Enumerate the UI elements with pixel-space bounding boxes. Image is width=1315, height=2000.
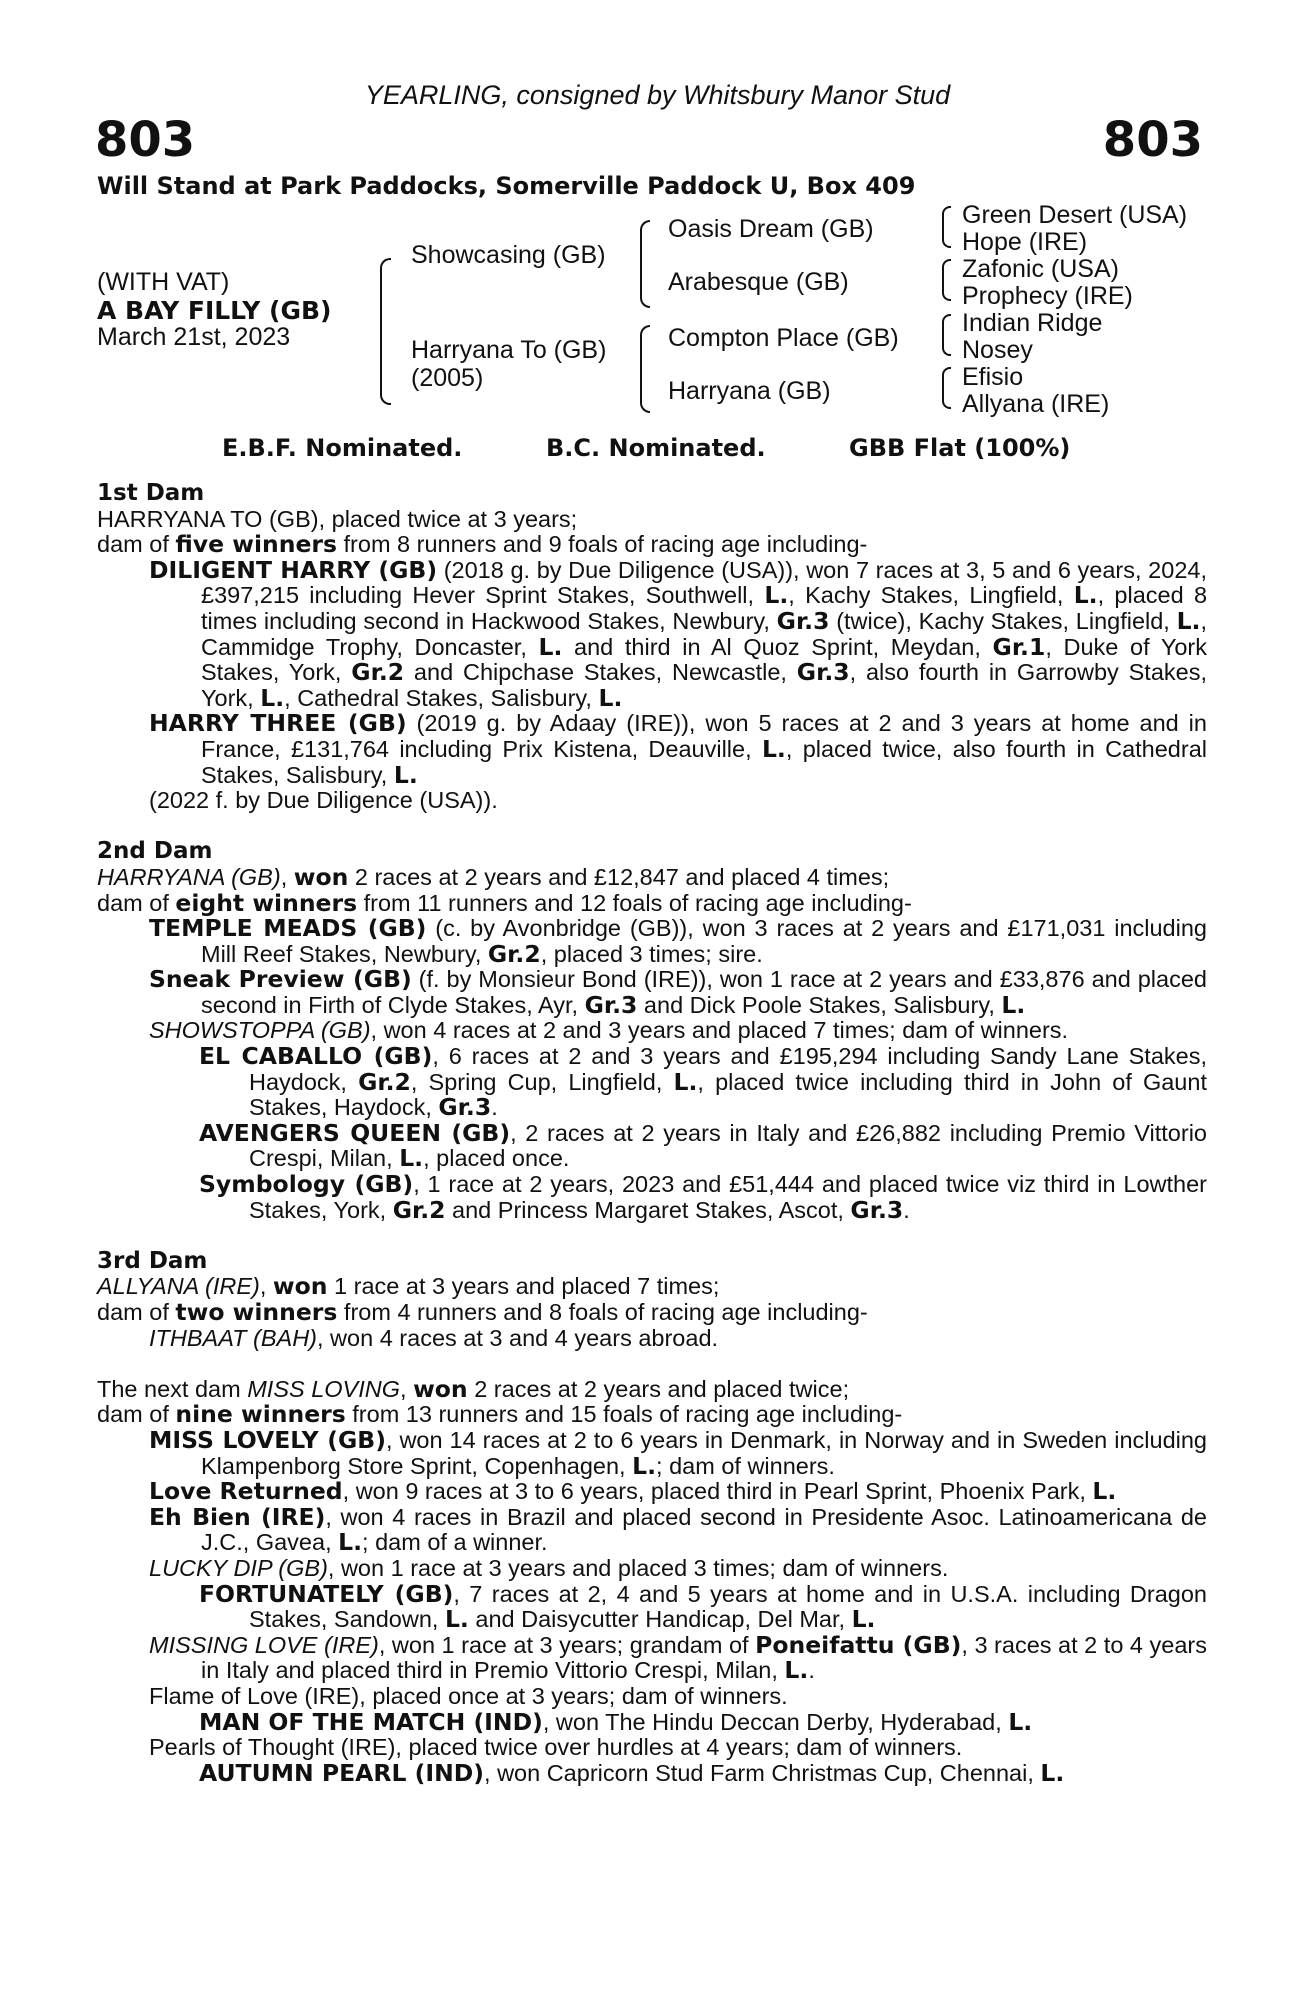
entry-man-of-the-match xyxy=(199,1707,1207,1736)
text-fragment: L. xyxy=(1073,581,1098,610)
sd-sire: Zafonic (USA) xyxy=(962,255,1119,283)
text-fragment: Gr.3 xyxy=(776,606,830,635)
entry-harry-three xyxy=(149,711,1207,788)
text-fragment: , placed 8 times including second in Hackwood Stakes, Newbury, xyxy=(201,582,1208,634)
text-fragment: won xyxy=(413,1374,468,1403)
dam-dam: Harryana (GB) xyxy=(668,377,831,405)
text-fragment: L. xyxy=(1176,606,1201,635)
text-fragment: , 3 races at 2 to 4 years in Italy and placed third in Premio Vittorio Crespi, Milan, xyxy=(201,1631,1208,1684)
stand-location: Will Stand at Park Paddocks, Somerville Paddock U, Box 409 xyxy=(97,172,916,200)
text-fragment: and Princess Margaret Stakes, Ascot, xyxy=(445,1196,851,1223)
brace-g3-1 xyxy=(942,206,951,248)
dd-dam: Allyana (IRE) xyxy=(962,390,1110,418)
sire-dam-brace xyxy=(380,258,391,405)
dam: Harryana To (GB) xyxy=(411,336,607,364)
text-fragment: and Chipchase Stakes, Newcastle, xyxy=(404,659,797,686)
text-fragment: five winners xyxy=(175,530,337,559)
text-fragment: Poneifattu (GB) xyxy=(755,1630,962,1659)
consignor-line: YEARLING, consigned by Whitsbury Manor Stud xyxy=(364,80,951,110)
text-fragment: , xyxy=(400,1375,414,1402)
text-fragment: MAN OF THE MATCH (IND) xyxy=(199,1707,543,1736)
text-fragment: AVENGERS QUEEN (GB) xyxy=(199,1118,511,1147)
text-fragment: L. xyxy=(1001,990,1026,1019)
text-fragment: L. xyxy=(1040,1758,1065,1787)
text-fragment: MISSING LOVE (IRE) xyxy=(149,1631,379,1658)
text-fragment: L. xyxy=(784,1656,809,1685)
entry-el-caballo xyxy=(199,1044,1207,1121)
text-fragment: Symbology (GB) xyxy=(199,1170,414,1199)
text-fragment: (twice), Kachy Stakes, Lingfield, xyxy=(829,607,1177,634)
text-fragment: L. xyxy=(764,581,789,610)
text-fragment: ; dam of a winner. xyxy=(362,1529,548,1556)
lot-number-right: 803 xyxy=(1102,112,1203,168)
text-fragment: ALLYANA (IRE) xyxy=(97,1273,260,1300)
text-fragment: L. xyxy=(761,734,786,763)
text-fragment: , won 1 race at 3 years; grandam of xyxy=(378,1631,756,1658)
lot-title: A BAY FILLY (GB) xyxy=(97,296,332,325)
text-fragment: , also fourth in Garrowby Stakes, York, xyxy=(201,659,1207,711)
brace-g3-2 xyxy=(942,259,951,301)
text-fragment: Gr.2 xyxy=(358,1067,411,1096)
text-fragment: , won The Hindu Deccan Derby, Hyderabad, xyxy=(542,1708,1009,1735)
ds-sire: Indian Ridge xyxy=(962,309,1103,337)
text-fragment: eight winners xyxy=(175,888,358,917)
text-fragment: ITHBAAT (BAH) xyxy=(149,1324,317,1351)
text-fragment: , won Capricorn Stud Farm Christmas Cup, Chennai, xyxy=(484,1759,1041,1786)
text-fragment: DILIGENT HARRY (GB) xyxy=(149,555,438,584)
text-fragment: (c. by Avonbridge (GB)), won 3 races at 2 years and £171,031 including Mill Reef Stakes, Newbury, xyxy=(201,915,1207,967)
text-fragment: (2018 g. by Due Diligence (USA)), won 7 races at 3, 5 and 6 years, 2024, £397,215 including Hever Sprint Stakes, Southwell, xyxy=(201,556,1207,609)
text-fragment: L. xyxy=(444,1605,469,1634)
lot-number-left: 803 xyxy=(95,112,196,168)
text-fragment: 1 race at 3 years and placed 7 times; xyxy=(327,1273,720,1300)
text-fragment: , 1 race at 2 years, 2023 and £51,444 and placed twice viz third in Lowther Stakes, York, xyxy=(249,1171,1207,1223)
dam-sire: Compton Place (GB) xyxy=(668,324,899,352)
ebf-nomination: E.B.F. Nominated. xyxy=(222,434,463,462)
text-fragment: from 4 runners and 8 foals of racing age including- xyxy=(337,1299,868,1325)
entry-symbology xyxy=(199,1172,1207,1223)
text-fragment: . xyxy=(491,1094,498,1121)
text-fragment: L. xyxy=(260,683,285,712)
third-dam-line xyxy=(97,1274,1207,1300)
text-fragment: , won 4 races at 2 and 3 years and placed 7 times; dam of winners. xyxy=(370,1017,1069,1044)
text-fragment: and Daisycutter Handicap, Del Mar, xyxy=(468,1606,852,1633)
text-fragment: . xyxy=(808,1657,815,1684)
text-fragment: EL CABALLO (GB) xyxy=(199,1042,433,1071)
text-fragment: , placed once. xyxy=(423,1145,570,1172)
text-fragment: and third in Al Quoz Sprint, Meydan, xyxy=(562,633,993,660)
text-fragment: HARRY THREE (GB) xyxy=(149,709,407,738)
text-fragment: L. xyxy=(1092,1477,1117,1506)
text-fragment: , 6 races at 2 and 3 years and £195,294 including Sandy Lane Stakes, Haydock, xyxy=(249,1043,1207,1095)
sd-dam: Prophecy (IRE) xyxy=(962,282,1133,310)
text-fragment: , Duke of York Stakes, York, xyxy=(201,633,1207,686)
text-fragment: nine winners xyxy=(175,1400,346,1429)
text-fragment: L. xyxy=(673,1067,698,1096)
dd-sire: Efisio xyxy=(962,363,1024,391)
dam-year: (2005) xyxy=(411,364,484,392)
text-fragment: L. xyxy=(338,1528,363,1557)
sire-sire: Oasis Dream (GB) xyxy=(668,215,874,243)
vat-note: (WITH VAT) xyxy=(97,268,230,296)
text-fragment: dam of xyxy=(97,531,176,558)
text-fragment: Sneak Preview (GB) xyxy=(149,965,412,994)
text-fragment: Gr.3 xyxy=(584,990,638,1019)
text-fragment: , placed twice, also fourth in Cathedral Stakes, Salisbury, xyxy=(201,735,1207,788)
bc-nomination: B.C. Nominated. xyxy=(546,434,766,462)
text-fragment: Gr.1 xyxy=(992,632,1046,661)
text-fragment: dam of xyxy=(97,1401,176,1428)
text-fragment: from 8 runners and 9 foals of racing age including- xyxy=(336,531,868,558)
text-fragment: L. xyxy=(851,1605,876,1634)
text-fragment: Gr.2 xyxy=(351,658,405,687)
sire: Showcasing (GB) xyxy=(411,241,606,269)
text-fragment: Gr.3 xyxy=(850,1195,904,1224)
text-fragment: L. xyxy=(399,1144,424,1173)
ds-dam: Nosey xyxy=(962,336,1033,364)
text-fragment: (2019 g. by Adaay (IRE)), won 5 races at 2 and 3 years at home and in France, £131,764 including Prix Kistena, Deauville, xyxy=(201,710,1207,762)
text-fragment: L. xyxy=(393,760,418,789)
third-dam-produce-line xyxy=(97,1300,1207,1326)
text-fragment: . xyxy=(903,1196,910,1223)
text-fragment: Gr.3 xyxy=(438,1093,492,1122)
entry-lucky-dip xyxy=(149,1556,1207,1582)
dam-line-brace xyxy=(640,325,650,413)
entry-fortunately xyxy=(199,1579,1207,1634)
text-fragment: L. xyxy=(1008,1707,1033,1736)
text-fragment: Gr.2 xyxy=(392,1195,446,1224)
text-fragment: , won 9 races at 3 to 6 years, placed third in Pearl Sprint, Phoenix Park, xyxy=(342,1478,1093,1505)
text-fragment: Eh Bien (IRE) xyxy=(149,1502,326,1531)
text-fragment: , 7 races at 2, 4 and 5 years at home and in U.S.A. including Dragon Stakes, Sandown, xyxy=(249,1580,1207,1633)
second-dam-line xyxy=(97,862,1207,891)
text-fragment: won xyxy=(272,1272,328,1301)
ss-sire: Green Desert (USA) xyxy=(962,201,1188,229)
text-fragment: AUTUMN PEARL (IND) xyxy=(199,1758,485,1787)
text-fragment: Love Returned xyxy=(149,1477,343,1506)
ss-dam: Hope (IRE) xyxy=(962,228,1088,256)
text-fragment: ; dam of winners. xyxy=(656,1452,835,1479)
text-fragment: , Cammidge Trophy, Doncaster, xyxy=(201,607,1208,660)
text-fragment: TEMPLE MEADS (GB) xyxy=(149,914,427,943)
entry-pearls-of-thought: Pearls of Thought (IRE), placed twice over hurdles at 4 years; dam of winners. xyxy=(149,1734,963,1761)
text-fragment: L. xyxy=(598,683,623,712)
third-dam-heading: 3rd Dam xyxy=(97,1247,208,1274)
text-fragment: MISS LOVING xyxy=(247,1375,401,1402)
text-fragment: , Kachy Stakes, Lingfield, xyxy=(788,582,1074,609)
entry-showstoppa xyxy=(149,1018,1207,1044)
brace-g3-4 xyxy=(942,367,951,409)
text-fragment: , Spring Cup, Lingfield, xyxy=(410,1068,674,1095)
entry-miss-lovely xyxy=(149,1425,1207,1480)
text-fragment: Gr.2 xyxy=(487,939,541,968)
entry-flame-of-love: Flame of Love (IRE), placed once at 3 years; dam of winners. xyxy=(149,1682,788,1709)
text-fragment: 2 races at 2 years and placed twice; xyxy=(467,1375,850,1402)
text-fragment: SHOWSTOPPA (GB) xyxy=(149,1017,371,1044)
text-fragment: and Dick Poole Stakes, Salisbury, xyxy=(637,991,1002,1018)
text-fragment: , won 4 races at 3 and 4 years abroad. xyxy=(317,1324,719,1351)
next-dam-line xyxy=(97,1374,1207,1403)
text-fragment: won xyxy=(293,862,349,891)
brace-g3-3 xyxy=(942,314,951,356)
text-fragment: , won 14 races at 2 to 6 years in Denmark, in Norway and in Sweden including Klampenborg Store Sprint, Copenhagen, xyxy=(201,1426,1207,1479)
text-fragment: L. xyxy=(632,1451,657,1480)
entry-2022-filly: (2022 f. by Due Diligence (USA)). xyxy=(149,787,498,814)
second-dam-produce-line xyxy=(97,888,1207,917)
second-dam-heading: 2nd Dam xyxy=(97,838,213,865)
text-fragment: The next dam xyxy=(97,1375,248,1402)
text-fragment: dam of xyxy=(97,1299,176,1325)
sire-line-brace xyxy=(640,220,650,308)
text-fragment: , won 4 races in Brazil and placed second in Presidente Asoc. Latinoamericana de J.C., Gavea, xyxy=(201,1503,1208,1556)
catalogue-body xyxy=(97,481,1207,1786)
text-fragment: from 13 runners and 15 foals of racing age including- xyxy=(345,1401,903,1428)
entry-temple-meads xyxy=(149,916,1207,967)
text-fragment: (f. by Monsieur Bond (IRE)), won 1 race at 2 years and £33,876 and placed second in Firth of Clyde Stakes, Ayr, xyxy=(201,966,1207,1018)
text-fragment: 2 races at 2 years and £12,847 and placed 4 times; xyxy=(348,863,890,890)
first-dam-heading: 1st Dam xyxy=(97,480,205,506)
text-fragment: , placed 3 times; sire. xyxy=(540,940,763,967)
foaling-date: March 21st, 2023 xyxy=(97,323,291,351)
entry-ithbaat xyxy=(149,1326,1207,1352)
entry-diligent-harry xyxy=(149,555,1208,712)
text-fragment: from 11 runners and 12 foals of racing age including- xyxy=(357,889,912,916)
entry-love-returned xyxy=(149,1479,1207,1505)
first-dam-line: HARRYANA TO (GB), placed twice at 3 years; xyxy=(97,505,578,532)
entry-missing-love xyxy=(149,1630,1208,1685)
text-fragment: MISS LOVELY (GB) xyxy=(149,1425,386,1454)
text-fragment: , xyxy=(280,863,294,890)
text-fragment: , placed twice including third in John of Gaunt Stakes, Haydock, xyxy=(249,1068,1207,1121)
entry-autumn-pearl xyxy=(199,1758,1207,1787)
entry-sneak-preview xyxy=(149,967,1207,1018)
text-fragment: LUCKY DIP (GB) xyxy=(149,1554,328,1581)
entry-eh-bien xyxy=(149,1502,1208,1557)
text-fragment: , xyxy=(259,1273,273,1300)
text-fragment: dam of xyxy=(97,889,176,916)
text-fragment: two winners xyxy=(175,1298,338,1326)
text-fragment: L. xyxy=(538,632,563,661)
sire-dam: Arabesque (GB) xyxy=(668,268,849,296)
text-fragment: , won 1 race at 3 years and placed 3 times; dam of winners. xyxy=(327,1554,949,1581)
text-fragment: , 2 races at 2 years in Italy and £26,882 including Premio Vittorio Crespi, Milan, xyxy=(249,1119,1207,1172)
text-fragment: , Cathedral Stakes, Salisbury, xyxy=(284,684,599,711)
text-fragment: HARRYANA (GB) xyxy=(97,863,281,890)
gbb-nomination: GBB Flat (100%) xyxy=(849,434,1071,462)
text-fragment: Gr.3 xyxy=(796,658,850,687)
next-dam-produce-line xyxy=(97,1402,1207,1428)
entry-avengers-queen xyxy=(199,1118,1207,1173)
first-dam-produce-line xyxy=(97,532,1207,558)
text-fragment: FORTUNATELY (GB) xyxy=(199,1579,454,1608)
